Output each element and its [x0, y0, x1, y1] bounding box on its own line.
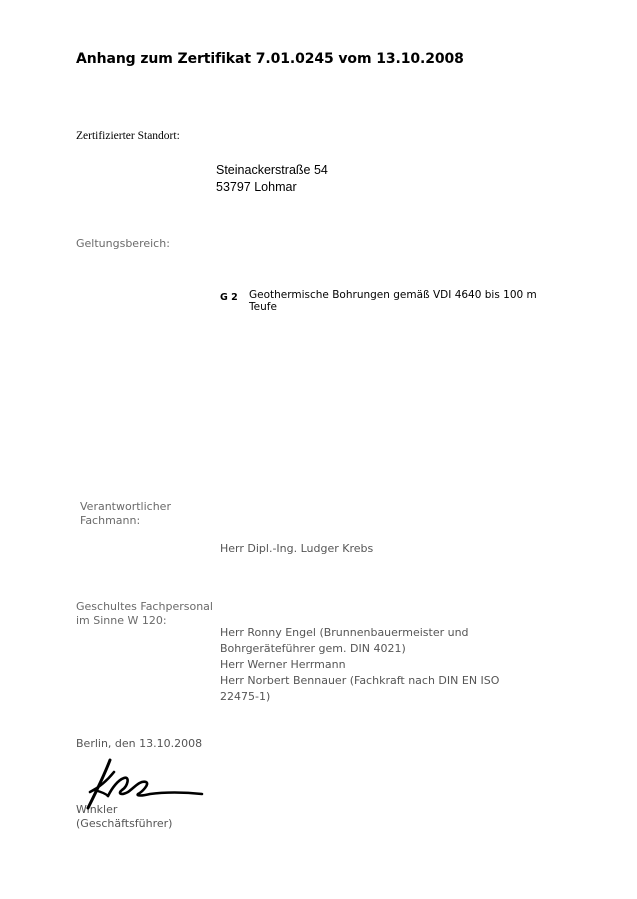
personal-line: Herr Werner Herrmann	[220, 658, 346, 671]
geltung-code: G 2	[220, 292, 238, 303]
fachmann-label-line1: Verantwortlicher	[80, 500, 171, 513]
standort-street: Steinackerstraße 54	[216, 163, 328, 177]
geltung-label: Geltungsbereich:	[76, 237, 170, 250]
personal-line: Bohrgeräteführer gem. DIN 4021)	[220, 642, 406, 655]
personal-line: 22475-1)	[220, 690, 271, 703]
standort-label: Zertifizierter Standort:	[76, 130, 180, 142]
geltung-text-line2: Teufe	[249, 301, 277, 313]
fachmann-label-line2: Fachmann:	[80, 514, 141, 527]
personal-line: Herr Norbert Bennauer (Fachkraft nach DIN EN ISO	[220, 674, 500, 687]
fachmann-name: Herr Dipl.-Ing. Ludger Krebs	[220, 542, 374, 555]
handwritten-signature	[84, 758, 209, 818]
place-date: Berlin, den 13.10.2008	[76, 737, 203, 750]
personal-line: Herr Ronny Engel (Brunnenbauermeister und	[220, 626, 469, 639]
signer-role: (Geschäftsführer)	[76, 817, 173, 830]
personal-label-line1: Geschultes Fachpersonal	[76, 600, 213, 613]
geltung-text-line1: Geothermische Bohrungen gemäß VDI 4640 bis 100 m	[249, 289, 537, 301]
standort-city: 53797 Lohmar	[216, 180, 297, 194]
document-title: Anhang zum Zertifikat 7.01.0245 vom 13.10.2008	[76, 51, 464, 67]
personal-label-line2: im Sinne W 120:	[76, 614, 167, 627]
signer-name: Winkler	[76, 803, 118, 816]
